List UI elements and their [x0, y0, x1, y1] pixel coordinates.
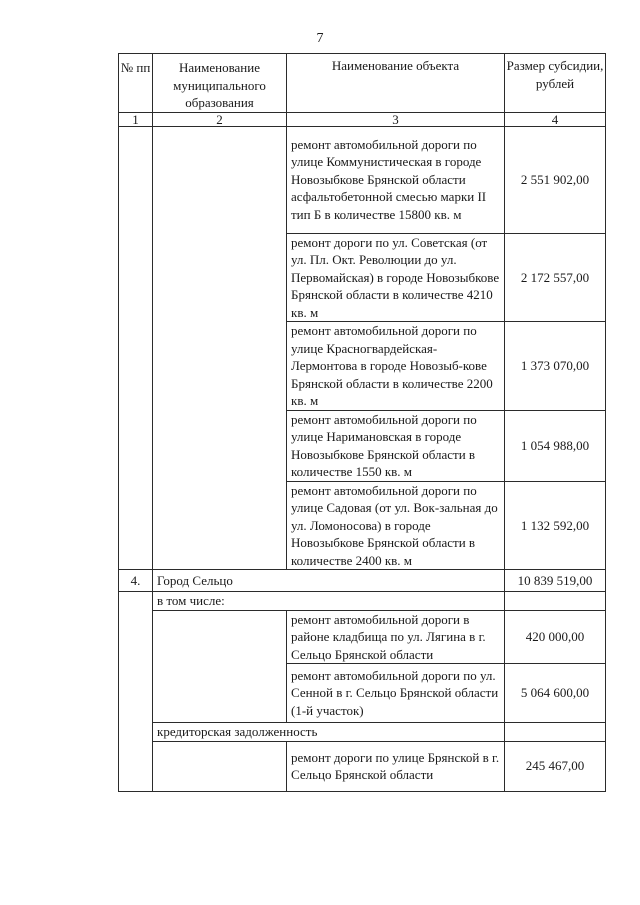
- table-header-row: [119, 54, 606, 113]
- amount-cell: 1 373 070,00: [505, 322, 606, 411]
- column-number: 1: [119, 112, 153, 126]
- amount-cell: 1 132 592,00: [505, 481, 606, 570]
- header-object: Наименование объекта: [287, 54, 505, 113]
- table-row: [119, 610, 606, 664]
- object-cell: ремонт автомобильной дороги по ул. Сенной в г. Сельцо Брянской области (1-й участок): [287, 664, 505, 723]
- column-number: 2: [153, 112, 287, 126]
- object-cell: ремонт дороги по улице Брянской в г. Сельцо Брянской области: [287, 741, 505, 791]
- object-cell: ремонт дороги по ул. Советская (от ул. Пл. Окт. Революции до ул. Первомайская) в городе Новозыбкове Брянской области в количестве 4210 кв. м: [287, 233, 505, 322]
- empty-municipality-cell: [153, 126, 287, 570]
- column-number: 3: [287, 112, 505, 126]
- object-cell: ремонт автомобильной дороги по улице Садовая (от ул. Вок-зальная до ул. Ломоносова) в городе Новозыбкове Брянской области в количестве 2400 кв. м: [287, 481, 505, 570]
- debt-label: кредиторская задолженность: [153, 723, 505, 742]
- table-row: [119, 126, 606, 233]
- table-row-selco: [119, 570, 606, 592]
- empty-municipality-cell: [153, 610, 287, 723]
- column-number: 4: [505, 112, 606, 126]
- municipality-name: Город Сельцо: [153, 570, 505, 592]
- object-cell: ремонт автомобильной дороги в районе кладбища по ул. Лягина в г. Сельцо Брянской области: [287, 610, 505, 664]
- empty-amount-cell: [505, 723, 606, 742]
- object-cell: ремонт автомобильной дороги по улице Наримановская в городе Новозыбкове Брянской области в количестве 1550 кв. м: [287, 410, 505, 481]
- page-number: 7: [316, 31, 324, 46]
- amount-cell: 2 172 557,00: [505, 233, 606, 322]
- empty-number-cell: [119, 592, 153, 792]
- table-row-including: [119, 592, 606, 611]
- subsidy-table: [118, 53, 606, 792]
- object-cell: ремонт автомобильной дороги по улице Красногвардейская-Лермонтова в городе Новозыб-кове Брянской области в количестве 2200 кв. м: [287, 322, 505, 411]
- amount-cell: 10 839 519,00: [505, 570, 606, 592]
- amount-cell: 245 467,00: [505, 741, 606, 791]
- table-row: [119, 741, 606, 791]
- row-number: 4.: [119, 570, 153, 592]
- amount-cell: 2 551 902,00: [505, 126, 606, 233]
- including-label: в том числе:: [153, 592, 505, 611]
- column-numbers-row: [119, 112, 606, 126]
- amount-cell: 5 064 600,00: [505, 664, 606, 723]
- object-cell: ремонт автомобильной дороги по улице Коммунистическая в городе Новозыбкове Брянской области асфальтобетонной смесью марки II тип Б в количестве 15800 кв. м: [287, 126, 505, 233]
- empty-municipality-cell: [153, 741, 287, 791]
- amount-cell: 420 000,00: [505, 610, 606, 664]
- table-row-debt: [119, 723, 606, 742]
- amount-cell: 1 054 988,00: [505, 410, 606, 481]
- header-subsidy: Размер субсидии, рублей: [505, 54, 606, 113]
- header-number: № пп: [119, 54, 153, 113]
- empty-amount-cell: [505, 592, 606, 611]
- empty-number-cell: [119, 126, 153, 570]
- header-municipality: Наименование муниципального образования: [153, 54, 287, 113]
